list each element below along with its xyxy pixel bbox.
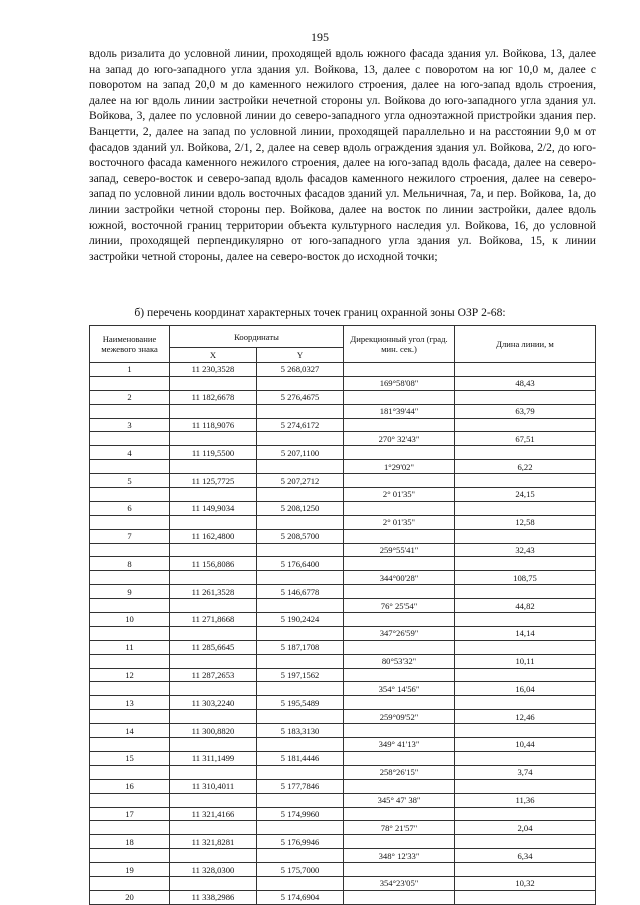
segment-length: 11,36 [455,793,596,807]
point-row [90,557,596,571]
point-y: 5 208,1250 [257,501,344,515]
segment-row [90,821,596,835]
empty-cell [257,376,344,390]
segment-angle: 78° 21'57" [344,821,455,835]
point-number: 7 [90,529,170,543]
empty-cell [90,515,170,529]
empty-cell [257,793,344,807]
empty-cell [257,571,344,585]
point-y: 5 190,2424 [257,613,344,627]
empty-cell [170,682,257,696]
empty-cell [455,363,596,377]
segment-angle: 344°00'28" [344,571,455,585]
header-length: Длина линии, м [455,326,596,363]
empty-cell [257,849,344,863]
point-x: 11 338,2986 [170,890,257,904]
segment-row [90,682,596,696]
empty-cell [170,404,257,418]
segment-row [90,626,596,640]
empty-cell [90,821,170,835]
point-x: 11 321,4166 [170,807,257,821]
segment-length: 67,51 [455,432,596,446]
point-row [90,696,596,710]
point-row [90,779,596,793]
empty-cell [455,640,596,654]
empty-cell [90,738,170,752]
point-row [90,668,596,682]
point-number: 3 [90,418,170,432]
point-y: 5 181,4446 [257,751,344,765]
empty-cell [455,668,596,682]
point-y: 5 208,5700 [257,529,344,543]
point-x: 11 271,8668 [170,613,257,627]
body-paragraph: вдоль ризалита до условной линии, проходящей вдоль южного фасада здания ул. Войкова, 13, далее на запад до юго-западного угла здания ул. Войкова, 13, далее с поворотом на юг 10,0 м, далее с поворотом на запад 20,0 м до каменного нежилого строения, далее на юго-запад вдоль строения, далее на юг вдоль линии застройки нечетной стороны ул. Войкова до юго-западного угла здания ул. Войкова, 3, далее по условной линии до северо-западного угла одноэтажной пристройки здания пер. Ванцетти, 2, далее на запад по условной линии, проходящей параллельно и на расстоянии 9,0 м от фасадов зданий ул. Войкова, 2/1, 2, далее на север вдоль ограждения здания ул. Войкова, 2/2, до юго-восточного фасада каменного нежилого строения, далее на юго-запад вдоль фасада, далее на северо-запад, северо-восток и северо-запад вдоль фасадов каменного нежилого строения, далее на северо-запад по условной линии вдоль восточных фасадов зданий ул. Мельничная, 7а, и пер. Войкова, 1а, до линии застройки четной стороны пер. Войкова, далее на восток по линии застройки, далее вдоль южной, восточной границ территории объекта культурного наследия ул. Войкова, 16, до условной линии, проходящей перпендикулярно от юго-западного угла здания ул. Войкова, 15, к линии застройки четной стороны, далее на северо-восток до исходной точки; [89,47,596,263]
empty-cell [257,515,344,529]
point-y: 5 276,4675 [257,390,344,404]
segment-length: 12,58 [455,515,596,529]
empty-cell [90,876,170,890]
segment-length: 63,79 [455,404,596,418]
empty-cell [455,585,596,599]
header-angle: Дирекционный угол (град. мин. сек.) [344,326,455,363]
empty-cell [170,654,257,668]
header-x: X [170,348,257,363]
empty-cell [90,654,170,668]
segment-length: 10,11 [455,654,596,668]
segment-angle: 2° 01'35" [344,515,455,529]
empty-cell [170,376,257,390]
point-y: 5 176,9946 [257,835,344,849]
empty-cell [257,488,344,502]
empty-cell [344,835,455,849]
empty-cell [257,626,344,640]
segment-row [90,404,596,418]
empty-cell [455,807,596,821]
segment-angle: 181°39'44" [344,404,455,418]
table-body [90,363,596,905]
empty-cell [170,460,257,474]
point-number: 1 [90,363,170,377]
point-row [90,890,596,904]
table-caption: б) перечень координат характерных точек границ охранной зоны ОЗР 2-68: [134,306,506,319]
point-row [90,474,596,488]
point-x: 11 162,4800 [170,529,257,543]
segment-length: 44,82 [455,599,596,613]
segment-angle: 345° 47' 38" [344,793,455,807]
segment-row [90,738,596,752]
header-coordinates: Координаты [170,326,344,348]
empty-cell [90,404,170,418]
empty-cell [170,432,257,446]
coordinates-table [89,325,596,905]
segment-length: 10,32 [455,876,596,890]
point-x: 11 303,2240 [170,696,257,710]
empty-cell [455,863,596,877]
empty-cell [344,807,455,821]
empty-cell [170,793,257,807]
segment-length: 14,14 [455,626,596,640]
segment-row [90,710,596,724]
segment-row [90,793,596,807]
point-x: 11 261,3528 [170,585,257,599]
segment-length: 6,22 [455,460,596,474]
point-y: 5 176,6400 [257,557,344,571]
point-x: 11 125,7725 [170,474,257,488]
empty-cell [257,876,344,890]
empty-cell [90,571,170,585]
empty-cell [455,446,596,460]
empty-cell [90,599,170,613]
empty-cell [90,460,170,474]
empty-cell [344,779,455,793]
point-x: 11 310,4011 [170,779,257,793]
empty-cell [90,543,170,557]
segment-row [90,765,596,779]
point-row [90,446,596,460]
segment-angle: 347°26'59" [344,626,455,640]
segment-angle: 1°29'02" [344,460,455,474]
empty-cell [170,849,257,863]
empty-cell [455,751,596,765]
segment-row [90,460,596,474]
segment-length: 12,46 [455,710,596,724]
point-number: 18 [90,835,170,849]
empty-cell [344,390,455,404]
point-y: 5 174,9960 [257,807,344,821]
point-number: 17 [90,807,170,821]
point-number: 10 [90,613,170,627]
empty-cell [344,890,455,904]
empty-cell [170,571,257,585]
empty-cell [344,724,455,738]
segment-row [90,488,596,502]
segment-row [90,571,596,585]
empty-cell [257,460,344,474]
segment-angle: 270° 32'43" [344,432,455,446]
point-y: 5 207,1100 [257,446,344,460]
point-y: 5 207,2712 [257,474,344,488]
point-x: 11 182,6678 [170,390,257,404]
point-number: 14 [90,724,170,738]
point-x: 11 149,9034 [170,501,257,515]
point-y: 5 268,0327 [257,363,344,377]
page-number: 195 [311,30,329,44]
point-number: 13 [90,696,170,710]
empty-cell [455,835,596,849]
empty-cell [344,668,455,682]
segment-row [90,599,596,613]
empty-cell [90,793,170,807]
segment-angle: 169°58'08" [344,376,455,390]
point-y: 5 177,7846 [257,779,344,793]
point-number: 12 [90,668,170,682]
segment-row [90,432,596,446]
point-number: 15 [90,751,170,765]
segment-angle: 354° 14'56" [344,682,455,696]
point-x: 11 285,6645 [170,640,257,654]
empty-cell [170,738,257,752]
segment-row [90,876,596,890]
empty-cell [455,390,596,404]
empty-cell [257,432,344,446]
empty-cell [344,363,455,377]
point-y: 5 195,5489 [257,696,344,710]
empty-cell [257,599,344,613]
segment-length: 32,43 [455,543,596,557]
point-row [90,835,596,849]
segment-row [90,654,596,668]
empty-cell [344,585,455,599]
empty-cell [344,751,455,765]
empty-cell [344,474,455,488]
point-number: 16 [90,779,170,793]
point-x: 11 300,8820 [170,724,257,738]
point-row [90,751,596,765]
empty-cell [344,557,455,571]
segment-angle: 349° 41'13" [344,738,455,752]
point-row [90,613,596,627]
segment-length: 24,15 [455,488,596,502]
point-number: 4 [90,446,170,460]
point-x: 11 230,3528 [170,363,257,377]
segment-length: 48,43 [455,376,596,390]
point-number: 2 [90,390,170,404]
empty-cell [344,863,455,877]
empty-cell [455,501,596,515]
empty-cell [344,640,455,654]
point-y: 5 183,3130 [257,724,344,738]
segment-length: 2,04 [455,821,596,835]
point-number: 6 [90,501,170,515]
empty-cell [257,654,344,668]
empty-cell [257,404,344,418]
segment-length: 6,34 [455,849,596,863]
empty-cell [170,488,257,502]
empty-cell [90,432,170,446]
empty-cell [90,765,170,779]
point-x: 11 119,5500 [170,446,257,460]
segment-angle: 2° 01'35" [344,488,455,502]
empty-cell [455,557,596,571]
point-number: 9 [90,585,170,599]
empty-cell [257,543,344,557]
point-row [90,390,596,404]
empty-cell [455,696,596,710]
point-row [90,363,596,377]
segment-row [90,376,596,390]
empty-cell [257,765,344,779]
empty-cell [90,849,170,863]
empty-cell [170,765,257,779]
point-row [90,418,596,432]
point-row [90,529,596,543]
point-x: 11 311,1499 [170,751,257,765]
empty-cell [455,613,596,627]
empty-cell [455,779,596,793]
empty-cell [170,626,257,640]
empty-cell [344,501,455,515]
segment-length: 10,44 [455,738,596,752]
point-row [90,724,596,738]
empty-cell [455,890,596,904]
point-y: 5 175,7000 [257,863,344,877]
empty-cell [257,710,344,724]
empty-cell [170,876,257,890]
empty-cell [257,738,344,752]
point-y: 5 274,6172 [257,418,344,432]
segment-length: 3,74 [455,765,596,779]
empty-cell [455,474,596,488]
empty-cell [170,543,257,557]
empty-cell [170,599,257,613]
point-x: 11 287,2653 [170,668,257,682]
header-y: Y [257,348,344,363]
point-row [90,863,596,877]
point-x: 11 328,0300 [170,863,257,877]
empty-cell [90,710,170,724]
segment-row [90,515,596,529]
empty-cell [344,418,455,432]
point-row [90,640,596,654]
empty-cell [170,710,257,724]
empty-cell [344,696,455,710]
segment-length: 108,75 [455,571,596,585]
empty-cell [257,821,344,835]
point-y: 5 197,1562 [257,668,344,682]
point-row [90,807,596,821]
segment-angle: 259°09'52" [344,710,455,724]
point-y: 5 174,6904 [257,890,344,904]
point-row [90,585,596,599]
point-row [90,501,596,515]
point-number: 8 [90,557,170,571]
point-y: 5 146,6778 [257,585,344,599]
segment-row [90,543,596,557]
segment-row [90,849,596,863]
empty-cell [170,515,257,529]
empty-cell [90,682,170,696]
point-x: 11 156,8086 [170,557,257,571]
empty-cell [344,613,455,627]
empty-cell [455,529,596,543]
header-name: Наименование межевого знака [90,326,170,363]
empty-cell [344,446,455,460]
segment-angle: 348° 12'33" [344,849,455,863]
empty-cell [455,724,596,738]
point-number: 5 [90,474,170,488]
empty-cell [170,821,257,835]
point-number: 19 [90,863,170,877]
empty-cell [257,682,344,696]
point-number: 11 [90,640,170,654]
segment-angle: 258°26'15" [344,765,455,779]
point-x: 11 118,9076 [170,418,257,432]
empty-cell [90,626,170,640]
point-x: 11 321,8281 [170,835,257,849]
empty-cell [90,488,170,502]
segment-angle: 354°23'05" [344,876,455,890]
empty-cell [90,376,170,390]
segment-angle: 259°55'41" [344,543,455,557]
segment-angle: 76° 25'54" [344,599,455,613]
point-number: 20 [90,890,170,904]
empty-cell [455,418,596,432]
segment-length: 16,04 [455,682,596,696]
point-y: 5 187,1708 [257,640,344,654]
empty-cell [344,529,455,543]
segment-angle: 80°53'32" [344,654,455,668]
